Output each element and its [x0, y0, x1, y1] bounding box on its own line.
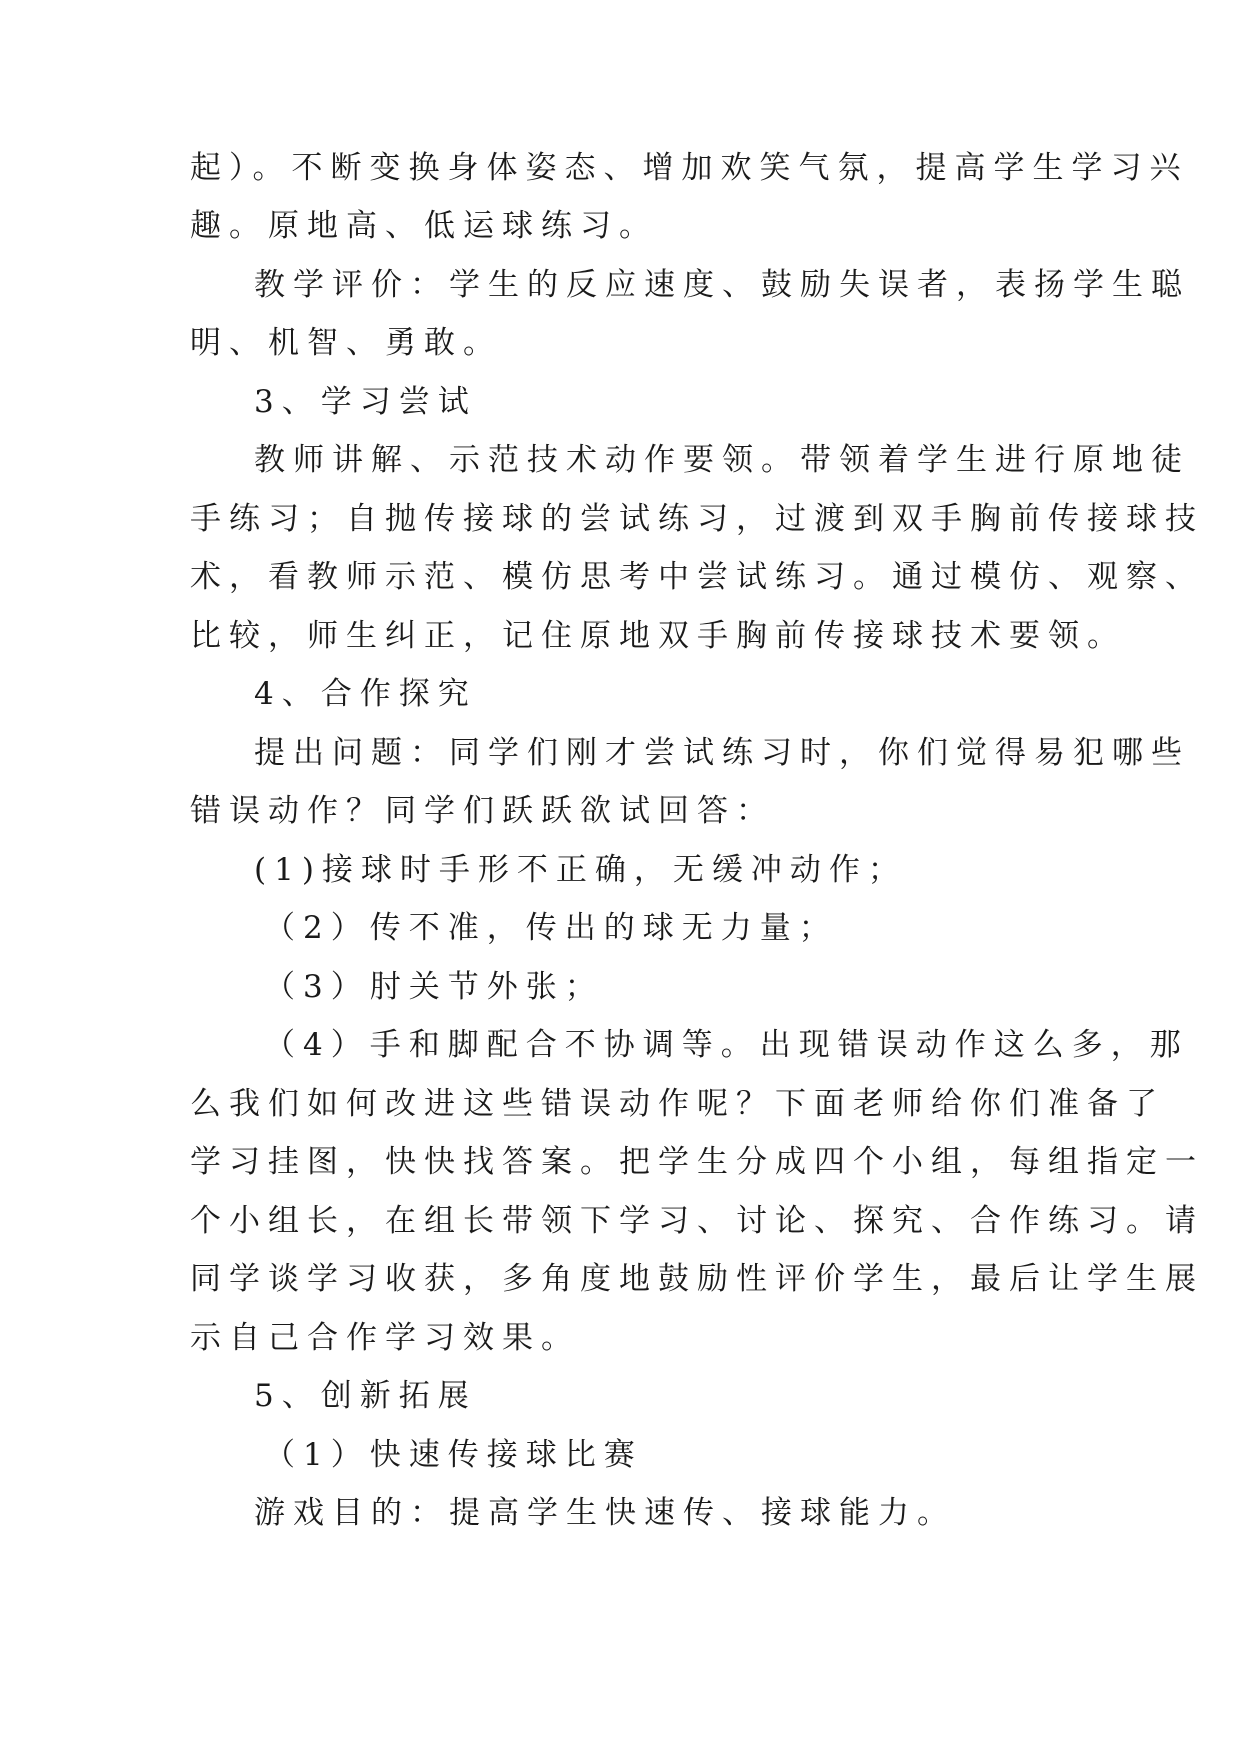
paragraph-line: 错误动作？同学们跃跃欲试回答： [190, 793, 775, 829]
list-item: （1）快速传接球比赛 [264, 1437, 643, 1473]
paragraph-line: 个小组长，在组长带领下学习、讨论、探究、合作练习。请 [190, 1203, 1204, 1239]
list-item: （3）肘关节外张； [264, 969, 604, 1005]
paragraph-line: 学习挂图，快快找答案。把学生分成四个小组，每组指定一 [190, 1144, 1204, 1180]
paragraph-line: 比较，师生纠正，记住原地双手胸前传接球技术要领。 [190, 618, 1126, 654]
section-heading: 4、合作探究 [254, 676, 477, 712]
list-item: （2）传不准，传出的球无力量； [264, 910, 838, 946]
section-heading: 5、创新拓展 [254, 1378, 477, 1414]
paragraph-line: 手练习；自抛传接球的尝试练习，过渡到双手胸前传接球技 [190, 501, 1204, 537]
section-heading: 3、学习尝试 [254, 384, 477, 420]
paragraph-line: 起）。不断变换身体姿态、增加欢笑气氛，提高学生学习兴 [190, 150, 1189, 186]
paragraph-line: 明、机智、勇敢。 [190, 325, 502, 361]
paragraph-line: 教学评价：学生的反应速度、鼓励失误者，表扬学生聪 [254, 267, 1190, 303]
paragraph-line: 术，看教师示范、模仿思考中尝试练习。通过模仿、观察、 [190, 559, 1204, 595]
list-item: (1)接球时手形不正确，无缓冲动作； [254, 852, 907, 888]
paragraph-line: 同学谈学习收获，多角度地鼓励性评价学生，最后让学生展 [190, 1261, 1204, 1297]
paragraph-line: 游戏目的：提高学生快速传、接球能力。 [254, 1495, 956, 1531]
list-item: （4）手和脚配合不协调等。出现错误动作这么多，那 [264, 1027, 1189, 1063]
paragraph-line: 么我们如何改进这些错误动作呢？下面老师给你们准备了 [190, 1086, 1165, 1122]
paragraph-line: 教师讲解、示范技术动作要领。带领着学生进行原地徒 [254, 442, 1190, 478]
paragraph-line: 趣。原地高、低运球练习。 [190, 208, 658, 244]
paragraph-line: 示自己合作学习效果。 [190, 1320, 580, 1356]
paragraph-line: 提出问题：同学们刚才尝试练习时，你们觉得易犯哪些 [254, 735, 1190, 771]
